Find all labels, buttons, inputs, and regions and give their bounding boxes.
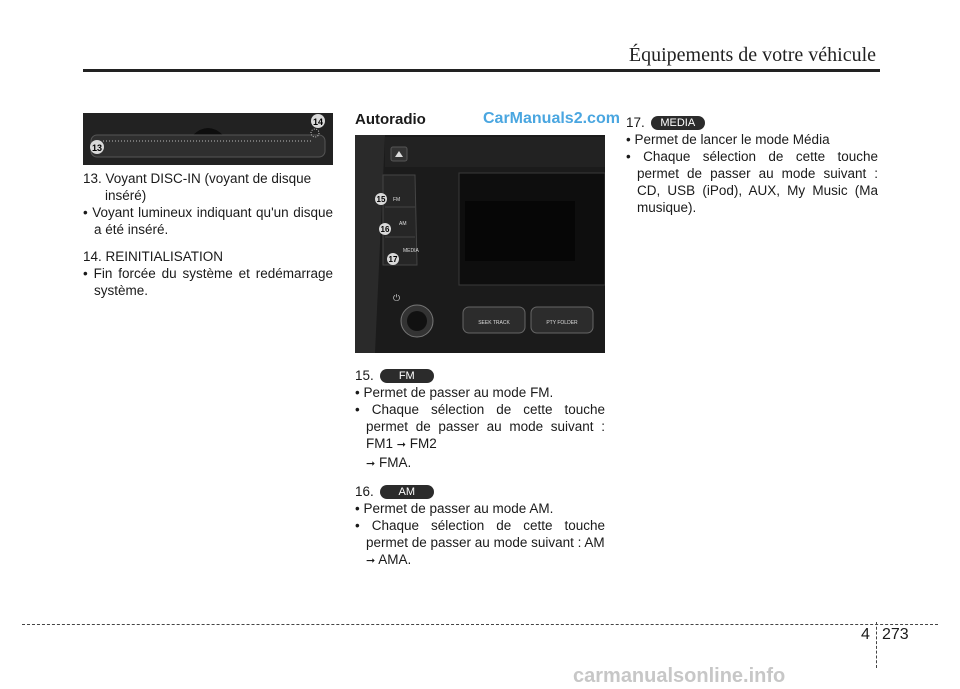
item-16-bullet-2 [355,517,605,570]
pty-folder-label: PTY FOLDER [546,320,578,326]
chapter-number: 4 [861,626,870,643]
media-badge: MEDIA [651,116,705,130]
fm-button-label: FM [393,197,401,203]
item-16-bullet-2-part2: AMA. [375,552,412,567]
column-left [83,170,333,299]
section-title: Autoradio [355,111,426,128]
marker-14-label: 14 [312,117,324,127]
item-15-bullet-2-part1: • Chaque sélection de cette touche permet de passer au mode suivant : FM1 [355,402,605,451]
watermark-bottom: carmanualsonline.info [573,665,786,687]
item-14-bullet: • Fin forcée du système et redémarrage système. [83,266,333,298]
column-right [626,114,878,216]
arrow-icon: ➞ [366,555,376,567]
radio-unit-photo [355,135,605,353]
fm-badge: FM [380,369,434,383]
page-number: 273 [882,626,909,643]
item-16-bullet-2-part1: • Chaque sélection de cette touche permet de passer au mode suivant : AM [355,518,605,550]
item-15-bullet-2-part2: FM2 [405,436,437,451]
marker-17-label: 17 [388,255,398,264]
item-15-heading [355,367,605,384]
item-17-bullet-2: • Chaque sélection de cette touche permet de passer au mode suivant : CD, USB (iPod), AUX, My Music (Ma musique). [626,149,878,215]
item-15-bullet-2 [355,401,605,473]
disc-slot-photo [83,113,333,165]
item-14-title: 14. REINITIALISATION [83,249,224,264]
item-15-bullet-2-part3: FMA. [375,455,412,470]
column-middle [355,367,605,570]
arrow-icon: ➞ [396,439,406,451]
header-rule [83,69,880,72]
seek-track-label: SEEK TRACK [478,320,510,326]
item-16-heading [355,483,605,500]
item-15-number: 15. [355,368,374,383]
item-17-number: 17. [626,115,645,130]
footer-dashed-rule [22,624,938,625]
am-button-label: AM [399,221,407,227]
item-16-bullet-1: • Permet de passer au mode AM. [355,501,554,516]
item-16-number: 16. [355,484,374,499]
item-15-bullet-1: • Permet de passer au mode FM. [355,385,554,400]
media-button-label: MEDIA [403,248,419,254]
arrow-icon: ➞ [366,458,376,470]
item-13-title: 13. Voyant DISC-IN (voyant de disque inséré) [83,171,312,203]
marker-15-label: 15 [376,195,386,204]
marker-13-label: 13 [91,143,103,153]
page-header-title: Équipements de votre véhicule [628,44,876,66]
footer-vertical-rule [876,622,877,668]
marker-16-label: 16 [380,225,390,234]
power-icon: ⏻ [393,293,401,303]
item-17-heading [626,114,878,131]
watermark-top: CarManuals2.com [483,110,620,127]
item-17-bullet-1: • Permet de lancer le mode Média [626,132,830,147]
am-badge: AM [380,485,434,499]
item-13-bullet: • Voyant lumineux indiquant qu'un disque a été inséré. [83,205,333,237]
